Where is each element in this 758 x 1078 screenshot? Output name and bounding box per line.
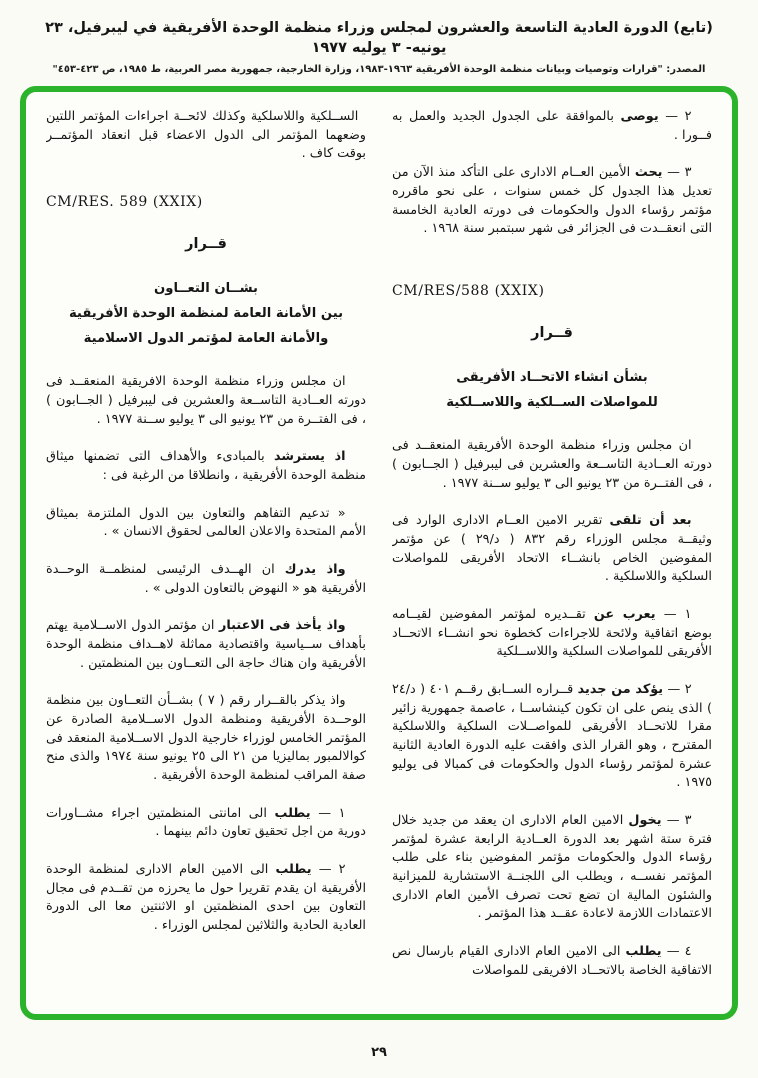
operative-verb: يخول (628, 812, 662, 828)
paragraph-text: ان الهــدف الرئيسى لمنظمــة الوحــدة الأفريقية هو « النهوض بالتعاون الدولى » . (46, 561, 366, 596)
resolution-subject (392, 365, 712, 415)
resolution-subject-line: بشأن انشاء الاتحــاد الأفريقى (456, 370, 648, 386)
resolution-paragraph (46, 861, 366, 936)
resolution-paragraph (46, 448, 366, 485)
source-citation: المصدر: "قرارات وتوصيات وبيانات منظمة الوحدة الأفريقية ١٩٦٣-١٩٨٣، وزارة الخارجية، جمهورية مصر العربية، ط ١٩٨٥، ص ٤٢٣-٤٥٣" (52, 63, 706, 75)
operative-verb: واذ يأخذ فى الاعتبار (218, 618, 346, 634)
operative-verb: يؤكد من جديد (577, 681, 664, 697)
session-title: (تابع) الدورة العادية التاسعة والعشرون لمجلس وزراء منظمة الوحدة الأفريقية في ليبرفيل، ٢٣ يونيه- ٣ يوليه ١٩٧٧ (45, 20, 713, 57)
resolution-subject-line: للمواصلات الســلكية واللاســلكية (446, 395, 658, 411)
resolution-paragraph (46, 692, 366, 785)
operative-verb: يطلب (275, 862, 312, 878)
item-number: ٣ — (662, 165, 692, 181)
item-number: ٢ — (658, 109, 692, 124)
paragraph-text: « تدعيم التفاهم والتعاون بين الدول الملتزمة بميثاق الأمم المتحدة والاعلان العالمى لحقوق الانسان » . (46, 505, 366, 540)
resolution-paragraph (392, 812, 712, 924)
resolution-paragraph (392, 437, 712, 493)
paragraph-text: تقــديره لمؤتمر المفوضين لقيــامه بوضع اتفاقية ولائحة للاجراءات كخطوة نحو انشــاء الاتحــاد الأفريقى للمواصلات السلكية واللاســلكية (392, 606, 712, 660)
column-resolution-588 (392, 108, 712, 1004)
operative-verb: واذ يدرك (284, 561, 346, 577)
resolution-paragraph (392, 606, 712, 662)
paragraph-text: الســلكية واللاسلكية وكذلك لائحــة اجراءات المؤتمر اللتين وضعهما المؤتمر الى الدول الاعضاء قبل انعقاد المؤتمــر بوقت كاف . (46, 109, 366, 162)
paragraph-text: ان مؤتمر الدول الاســلامية يهتم بأهداف ســياسية واقتصادية مماثلة لاهــداف منظمة الوحدة الأفريقية وان هناك حاجة الى التعــاون بين المنظمتين . (46, 618, 366, 671)
operative-verb: يطلب (625, 943, 662, 959)
resolution-paragraph (46, 805, 366, 842)
resolution-subject-line: والأمانة العامة لمؤتمر الدول الاسلامية (83, 331, 329, 347)
paragraph-text: الى الامين العام الادارى لمنظمة الوحدة الأفريقية ان يقدم تقريرا حول ما يحرزه من تقــدم فى مجال التعاون بين احدى المنظمتين او الاثنتين معا الى الدورة العادية الحادية والثلاثين لمجلس الوزراء . (46, 862, 366, 934)
resolution-paragraph (46, 561, 366, 598)
resolution-paragraph (46, 373, 366, 429)
item-number: ٤ — (661, 943, 692, 959)
item-number: ٢ — (663, 681, 692, 697)
operative-verb: يحث (634, 165, 663, 181)
paragraph-text: الأمين العــام الادارى على التأكد منذ الآن من تعديل هذا الجدول كل خمس سنوات ، على نحو ماقرره مؤتمر رؤساء الدول والحكومات فى دورته العادية الخامسة التى انعقــدت فى الجزائر فى شهر سبتمبر سنة ١٩٦٨ . (392, 165, 712, 237)
document-header (0, 0, 758, 75)
resolution-paragraph (392, 681, 712, 793)
resolution-subject (46, 276, 366, 351)
resolution-paragraph (392, 108, 712, 145)
page-number: ٢٩ (371, 1045, 387, 1060)
paragraph-text: ان مجلس وزراء منظمة الوحدة الأفريقية المنعقــد فى دورته العــادية التاســعة والعشرين فى ليبرفيل ( الجــابون ) ، فى الفتــرة من ٢٣ يونيو الى ٣ يوليو ســنة ١٩٧٧ . (392, 438, 712, 491)
paragraph-text: الى الامين العام الادارى القيام بارسال نص الاتفاقية الخاصة بالاتحــاد الافريقى للمواصلات (392, 943, 712, 978)
resolution-subject-line: بين الأمانة العامة لمنظمة الوحدة الأفريقية (68, 306, 344, 322)
resolution-subject-line: بشــان التعــاون (154, 281, 258, 297)
item-number: ١ — (655, 606, 692, 622)
continuation-paragraph (46, 108, 366, 164)
operative-verb: اذ يسترشد (273, 449, 346, 465)
paragraph-text: ان مجلس وزراء منظمة الوحدة الافريقية المنعقــد فى دورته العــادية التاســعة والعشرين فى ليبرفيل ( الجــابون ) ، فى الفتــرة من ٢٣ يونيو الى ٣ يوليو ســنة ١٩٧٧ . (46, 374, 366, 427)
column-resolution-589 (46, 108, 366, 1004)
resolution-heading: قــرار (185, 236, 227, 253)
resolution-paragraph (392, 512, 712, 587)
paragraph-text: بالمبادىء والأهداف التى تضمنها ميثاق منظمة الوحدة الأفريقية ، وانطلاقا من الرغبة فى : (46, 449, 366, 483)
resolution-code-588: CM/RES/588 (XXIX) (392, 283, 545, 300)
resolution-paragraph (46, 617, 366, 673)
resolution-heading: قــرار (531, 325, 573, 342)
resolution-code-589: CM/RES. 589 (XXIX) (46, 194, 203, 211)
item-number: ٣ — (661, 812, 692, 828)
paragraph-text: بالموافقة على الجدول الجديد والعمل به فــورا . (392, 109, 712, 143)
document-frame (20, 86, 738, 1020)
operative-verb: يعرب عن (593, 606, 656, 622)
operative-verb: بعد أن تلقى (609, 513, 692, 529)
two-column-layout (46, 108, 712, 1004)
paragraph-text: الامين العام الادارى ان يعقد من جديد خلال فترة ستة اشهر بعد الدورة العــادية الرابعة عشرة لمؤتمر رؤساء الدول والحكومات مؤتمر المفوضين بناء على طلب المؤتمر نفســه ، ويطلب الى اللجنــة الاستشارية للميزانية والشئون المالية ان تضع تحت تصرف الأمين العام الادارى الاعتمادات اللازمة لاعادة عقــد هذا المؤتمر . (392, 812, 712, 922)
quotation-paragraph (46, 505, 366, 542)
resolution-paragraph (392, 164, 712, 239)
paragraph-text: تقرير الامين العــام الادارى الوارد فى وثيقــة مجلس الوزراء رقم ٨٣٢ ( د/٢٩ ) عن مؤتمر المفوضين الخاص بانشــاء الاتحاد الأفريقى للمواصلات السلكية واللاسلكية . (392, 513, 712, 585)
resolution-paragraph (392, 943, 712, 980)
item-number: ١ — (310, 805, 346, 821)
paragraph-text: واذ يذكر بالقــرار رقم ( ٧ ) بشــأن التعــاون بين منظمة الوحــدة الأفريقية ومنظمة الدول الاســلامية الصادرة عن المؤتمر الخامس لوزراء خارجية الدول الاســلامية المنعقد فى كوالالمبور بماليزيا من ٢١ الى ٢٥ يونيو سنة ١٩٧٤ والذى منح صفة المراقب لمنظمة الوحدة الأفريقية . (46, 693, 366, 783)
operative-verb: يطلب (274, 805, 311, 821)
paragraph-text: الى امانتى المنظمتين اجراء مشــاورات دورية من اجل تحقيق تعاون دائم بينهما . (46, 805, 366, 840)
paragraph-text: قــراره الســابق رقــم ٤٠١ ( د/٢٤ ) الذى ينص على ان تكون كينشاســا ، عاصمة جمهورية زائير مقرا للاتحــاد الأفريقى للمواصــلات السلكية واللاسلكية المقترح ، وهو القرار الذى وافقت عليه الدورة العادية الثانية عشرة لمؤتمر رؤساء الدول والحكومات فى كمبالا فى يوليو ١٩٧٥ . (392, 681, 712, 791)
item-number: ٢ — (311, 862, 346, 878)
operative-verb: يوصى (620, 109, 659, 124)
